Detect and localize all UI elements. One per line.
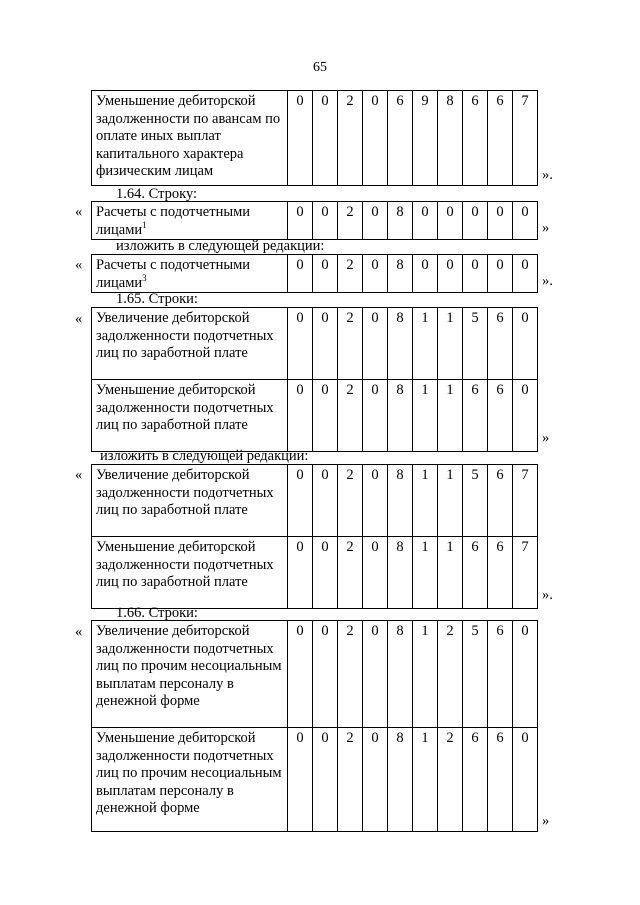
open-quote: «: [75, 467, 83, 483]
code-digit: 0: [313, 728, 338, 832]
table-row: [92, 255, 538, 293]
code-digit: 2: [438, 728, 463, 832]
code-digit: 6: [488, 728, 513, 832]
code-digit: 7: [513, 537, 538, 609]
open-quote: «: [75, 204, 83, 220]
code-digit: 8: [388, 728, 413, 832]
code-digit: 0: [288, 308, 313, 380]
code-digit: 1: [413, 728, 438, 832]
code-digit: 8: [388, 202, 413, 240]
code-digit: 0: [313, 380, 338, 452]
code-digit: 0: [413, 202, 438, 240]
code-digit: 6: [463, 728, 488, 832]
code-digit: 9: [413, 91, 438, 186]
table-row: [92, 465, 538, 537]
code-digit: 0: [313, 621, 338, 728]
code-digit: 0: [363, 255, 388, 293]
page-number: 65: [313, 60, 327, 75]
code-digit: 1: [413, 380, 438, 452]
close-quote: ».: [542, 273, 553, 289]
code-digit: 0: [363, 537, 388, 609]
row-name: Расчеты с подотчетными лицами$^3$: [92, 255, 288, 293]
code-digit: 0: [363, 91, 388, 186]
code-digit: 6: [488, 308, 513, 380]
code-digit: 2: [338, 465, 363, 537]
code-digit: 1: [413, 537, 438, 609]
code-digit: 5: [463, 308, 488, 380]
code-digit: 0: [488, 202, 513, 240]
code-digit: 1: [438, 537, 463, 609]
row-name: Уменьшение дебиторской задолженности подотчетных лиц по прочим несоциальным выплатам персоналу в денежной форме: [92, 728, 288, 832]
table-row: [92, 91, 538, 186]
code-digit: 2: [338, 621, 363, 728]
table-row: [92, 537, 538, 609]
code-digit: 0: [288, 537, 313, 609]
code-digit: 8: [388, 621, 413, 728]
code-digit: 0: [363, 465, 388, 537]
close-quote: »: [542, 813, 550, 829]
code-digit: 0: [288, 621, 313, 728]
open-quote: «: [75, 311, 83, 327]
code-digit: 1: [413, 621, 438, 728]
code-digit: 0: [438, 202, 463, 240]
code-digit: 2: [338, 255, 363, 293]
close-quote: »: [542, 430, 550, 446]
code-digit: 1: [413, 465, 438, 537]
code-digit: 8: [438, 91, 463, 186]
row-name: Увеличение дебиторской задолженности подотчетных лиц по прочим несоциальным выплатам персоналу в денежной форме: [92, 621, 288, 728]
code-table-5: [91, 464, 538, 609]
code-digit: 2: [338, 308, 363, 380]
code-digit: 6: [488, 465, 513, 537]
code-digit: 0: [363, 728, 388, 832]
code-table-6: [91, 620, 538, 832]
code-digit: 0: [363, 202, 388, 240]
code-table-4: [91, 307, 538, 452]
code-digit: 0: [513, 621, 538, 728]
code-digit: 6: [388, 91, 413, 186]
open-quote: «: [75, 257, 83, 273]
code-digit: 6: [488, 537, 513, 609]
code-digit: 1: [438, 380, 463, 452]
code-digit: 1: [438, 465, 463, 537]
close-quote: »: [542, 220, 550, 236]
row-name: Уменьшение дебиторской задолженности по авансам по оплате иных выплат капитального характера физическим лицам: [92, 91, 288, 186]
code-digit: 0: [488, 255, 513, 293]
code-digit: 2: [338, 202, 363, 240]
code-digit: 0: [513, 380, 538, 452]
code-digit: 0: [313, 202, 338, 240]
code-digit: 7: [513, 91, 538, 186]
code-digit: 0: [288, 380, 313, 452]
code-digit: 5: [463, 465, 488, 537]
section-heading: 1.64. Строку:: [116, 186, 198, 202]
code-digit: 8: [388, 380, 413, 452]
close-quote: ».: [542, 587, 553, 603]
code-table-1: [91, 90, 538, 186]
section-heading: изложить в следующей редакции:: [116, 238, 325, 254]
row-name: Расчеты с подотчетными лицами$^1$: [92, 202, 288, 240]
code-digit: 0: [313, 308, 338, 380]
section-heading: изложить в следующей редакции:: [100, 448, 309, 464]
code-digit: 2: [338, 537, 363, 609]
table-row: [92, 308, 538, 380]
table-row: [92, 621, 538, 728]
code-digit: 0: [288, 465, 313, 537]
code-digit: 8: [388, 465, 413, 537]
code-digit: 8: [388, 308, 413, 380]
code-digit: 0: [463, 202, 488, 240]
code-digit: 2: [338, 91, 363, 186]
code-digit: 1: [413, 308, 438, 380]
code-digit: 6: [463, 537, 488, 609]
code-digit: 6: [488, 91, 513, 186]
row-name: Увеличение дебиторской задолженности подотчетных лиц по заработной плате: [92, 465, 288, 537]
table-row: [92, 202, 538, 240]
table-row: [92, 380, 538, 452]
code-digit: 0: [288, 255, 313, 293]
code-digit: 8: [388, 255, 413, 293]
code-digit: 6: [488, 380, 513, 452]
code-digit: 0: [438, 255, 463, 293]
code-digit: 6: [488, 621, 513, 728]
close-quote: ».: [542, 167, 553, 183]
code-digit: 2: [438, 621, 463, 728]
code-table-3: [91, 254, 538, 293]
code-digit: 0: [513, 202, 538, 240]
code-digit: 0: [288, 728, 313, 832]
code-digit: 2: [338, 380, 363, 452]
code-digit: 0: [288, 202, 313, 240]
code-digit: 0: [313, 91, 338, 186]
code-digit: 8: [388, 537, 413, 609]
open-quote: «: [75, 624, 83, 640]
code-digit: 2: [338, 728, 363, 832]
section-heading: 1.65. Строки:: [116, 291, 198, 307]
code-digit: 0: [513, 255, 538, 293]
row-name: Уменьшение дебиторской задолженности подотчетных лиц по заработной плате: [92, 537, 288, 609]
code-digit: 0: [513, 308, 538, 380]
code-digit: 1: [438, 308, 463, 380]
code-digit: 0: [313, 255, 338, 293]
code-digit: 0: [313, 537, 338, 609]
code-digit: 6: [463, 91, 488, 186]
code-digit: 5: [463, 621, 488, 728]
code-digit: 0: [363, 621, 388, 728]
code-digit: 0: [313, 465, 338, 537]
code-digit: 6: [463, 380, 488, 452]
code-digit: 0: [413, 255, 438, 293]
code-digit: 0: [363, 380, 388, 452]
row-name: Увеличение дебиторской задолженности подотчетных лиц по заработной плате: [92, 308, 288, 380]
code-digit: 0: [513, 728, 538, 832]
code-digit: 0: [288, 91, 313, 186]
code-digit: 0: [463, 255, 488, 293]
table-row: [92, 728, 538, 832]
section-heading: 1.66. Строки:: [116, 605, 198, 621]
code-digit: 7: [513, 465, 538, 537]
row-name: Уменьшение дебиторской задолженности подотчетных лиц по заработной плате: [92, 380, 288, 452]
code-table-2: [91, 201, 538, 240]
code-digit: 0: [363, 308, 388, 380]
